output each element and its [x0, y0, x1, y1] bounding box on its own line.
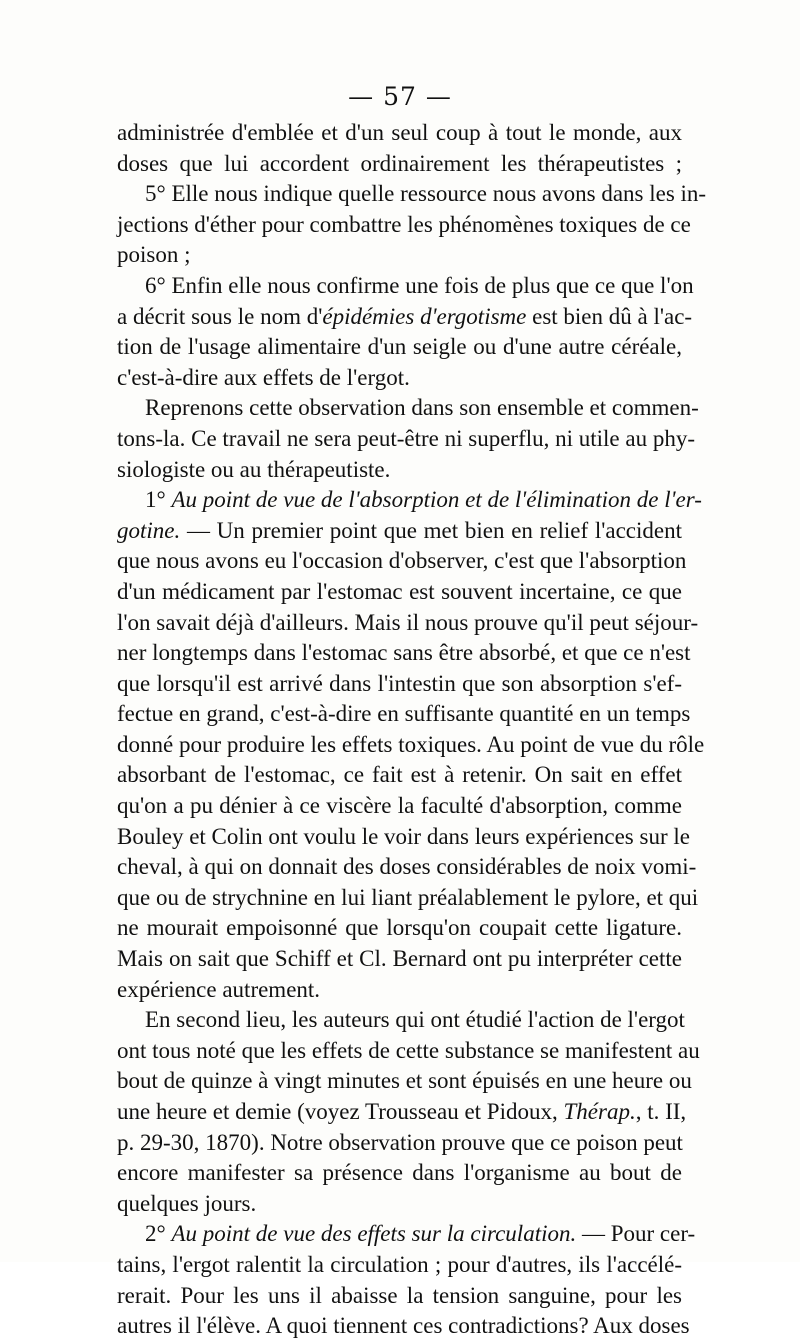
- text-run: que lorsqu'il est arrivé dans l'intestin que son absorption s'ef-: [117, 670, 682, 696]
- italic-text: Au point de vue de l'absorption et de l'élimination de l'er-: [171, 487, 702, 513]
- text-run: bout de quinze à vingt minutes et sont épuisés en une heure ou: [117, 1068, 692, 1094]
- text-line: [117, 516, 682, 547]
- text-line: [117, 1189, 682, 1220]
- text-line: [117, 638, 691, 669]
- text-line: [117, 669, 682, 700]
- text-run: En second lieu, les auteurs qui ont étudié l'action de l'ergot: [145, 1007, 685, 1033]
- text-line: [117, 179, 707, 210]
- text-run: quelques jours.: [117, 1190, 257, 1216]
- text-run: tains, l'ergot ralentit la circulation ; pour d'autres, ils l'accélé-: [117, 1251, 682, 1277]
- text-run: administrée d'emblée et d'un seul coup à tout le monde, aux: [117, 120, 682, 145]
- text-line: [117, 455, 682, 486]
- text-run: — Pour cer-: [576, 1221, 696, 1247]
- text-line: [117, 577, 682, 608]
- text-line: [117, 944, 682, 975]
- text-line: [117, 975, 682, 1006]
- text-run: qu'on a pu dénier à ce viscère la faculté d'absorption, comme: [117, 793, 682, 819]
- text-run: cheval, à qui on donnait des doses considérables de noix vomi-: [117, 854, 697, 880]
- text-line: [117, 730, 705, 761]
- text-line: [117, 1250, 682, 1281]
- text-line: [117, 1219, 696, 1250]
- text-line: [117, 1158, 682, 1189]
- text-line: [117, 363, 682, 394]
- text-run: absorbant de l'estomac, ce fait est à retenir. On sait en effet: [117, 762, 682, 788]
- text-line: [117, 118, 682, 149]
- text-run: l'on savait déjà d'ailleurs. Mais il nous prouve qu'il peut séjour-: [117, 609, 699, 635]
- text-line: [117, 302, 693, 333]
- text-line: [117, 1281, 682, 1312]
- text-run: siologiste ou au thérapeutiste.: [117, 456, 391, 482]
- italic-text: Au point de vue des effets sur la circulation.: [171, 1221, 577, 1247]
- text-run: tion de l'usage alimentaire d'un seigle ou d'une autre céréale,: [117, 334, 682, 360]
- text-run: est bien dû à l'ac-: [526, 303, 693, 329]
- text-run: jections d'éther pour combattre les phénomènes toxiques de ce: [117, 211, 691, 237]
- text-line: [117, 393, 699, 424]
- text-line: [117, 883, 699, 914]
- text-line: [117, 760, 682, 791]
- text-run: encore manifester sa présence dans l'organisme au bout de: [117, 1160, 682, 1186]
- text-line: [117, 1066, 692, 1097]
- text-line: [117, 149, 682, 180]
- text-run: ner longtemps dans l'estomac sans être absorbé, et que ce n'est: [117, 640, 691, 666]
- text-line: [117, 791, 682, 822]
- text-run: — Un premier point que met bien en relief l'accident: [180, 517, 682, 543]
- text-line: [117, 822, 690, 853]
- text-line: [117, 1097, 687, 1128]
- text-run: Mais on sait que Schiff et Cl. Bernard ont pu interpréter cette: [117, 946, 682, 972]
- text-run: , t. II,: [635, 1099, 687, 1124]
- text-run: rerait. Pour les uns il abaisse la tension sanguine, pour les: [117, 1282, 682, 1308]
- text-run: que nous avons eu l'occasion d'observer, c'est que l'absorption: [117, 548, 687, 574]
- text-run: une heure et demie (voyez Trousseau et Pidoux,: [117, 1099, 564, 1124]
- text-run: autres il l'élève. A quoi tiennent ces contradictions? Aux doses: [117, 1313, 690, 1339]
- text-line: [117, 271, 694, 302]
- text-line: [117, 852, 697, 883]
- text-run: Reprenons cette observation dans son ensemble et commen-: [145, 395, 699, 421]
- text-line: [117, 240, 682, 271]
- italic-text: Thérap.: [563, 1099, 636, 1124]
- text-run: ont tous noté que les effets de cette substance se manifestent au: [117, 1037, 700, 1063]
- text-run: Bouley et Colin ont voulu le voir dans leurs expériences sur le: [117, 823, 690, 849]
- text-line: [117, 1036, 700, 1067]
- text-run: expérience autrement.: [117, 976, 321, 1002]
- text-line: [117, 1311, 690, 1342]
- text-run: 5° Elle nous indique quelle ressource nous avons dans les in-: [145, 181, 707, 207]
- text-line: [117, 1128, 682, 1159]
- text-line: [117, 546, 687, 577]
- text-run: que ou de strychnine en lui liant préalablement le pylore, et qui: [117, 884, 699, 910]
- text-run: 6° Enfin elle nous confirme une fois de plus que ce que l'on: [145, 272, 694, 298]
- text-run: d'un médicament par l'estomac est souvent incertaine, ce que: [117, 578, 682, 604]
- text-run: poison ;: [117, 242, 191, 268]
- text-line: [117, 699, 691, 730]
- italic-text: gotine.: [117, 517, 181, 543]
- text-run: tons-la. Ce travail ne sera peut-être ni superflu, ni utile au phy-: [117, 425, 695, 451]
- text-run: donné pour produire les effets toxiques. Au point de vue du rôle: [117, 731, 705, 757]
- text-run: doses que lui accordent ordinairement les thérapeutistes ;: [117, 150, 682, 176]
- text-line: [117, 913, 682, 944]
- text-run: p. 29-30, 1870). Notre observation prouve que ce poison peut: [117, 1129, 683, 1155]
- body-text: [117, 118, 707, 1342]
- text-line: [117, 485, 702, 516]
- text-run: fectue en grand, c'est-à-dire en suffisante quantité en un temps: [117, 701, 691, 727]
- page-number: — 57 —: [348, 82, 452, 111]
- text-run: 1°: [145, 487, 172, 513]
- text-run: 2°: [145, 1221, 172, 1247]
- text-run: c'est-à-dire aux effets de l'ergot.: [117, 364, 410, 390]
- text-line: [117, 210, 691, 241]
- text-line: [117, 608, 699, 639]
- italic-text: épidémies d'ergotisme: [322, 303, 527, 329]
- text-run: a décrit sous le nom d': [117, 303, 323, 329]
- text-line: [117, 1005, 685, 1036]
- text-line: [117, 332, 682, 363]
- text-line: [117, 424, 695, 455]
- text-run: ne mourait empoisonné que lorsqu'on coupait cette ligature.: [117, 915, 682, 941]
